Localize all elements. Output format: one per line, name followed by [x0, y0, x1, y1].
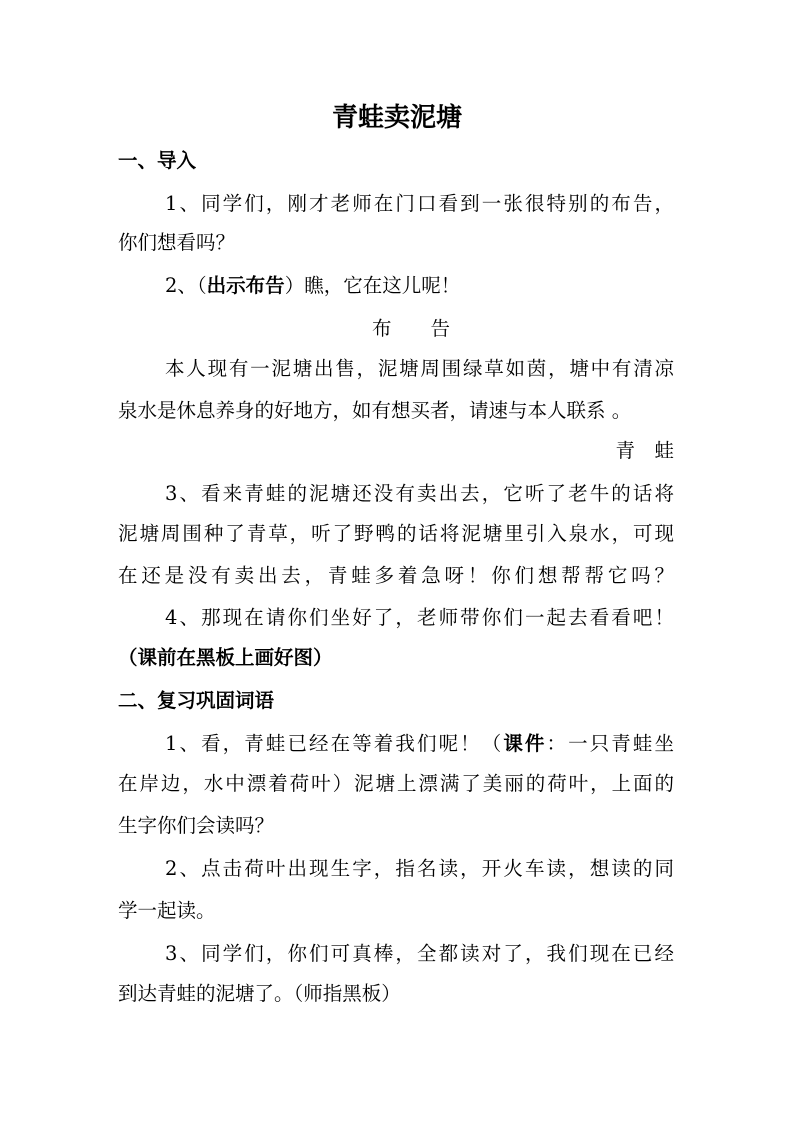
section-heading-review: 二、复习巩固词语 — [118, 689, 275, 712]
paragraph-2 — [165, 272, 674, 300]
paragraph-4-line-1: 4、那现在请你们坐好了，老师带你们一起去看看吧！ — [165, 606, 674, 629]
paragraph-6-line-2: 学一起读。 — [118, 899, 216, 922]
paragraph-5-line-2: 在岸边，水中漂着荷叶）泥塘上漂满了美丽的荷叶，上面的 — [118, 772, 674, 795]
paragraph-1-line-1: 1、同学们，刚才老师在门口看到一张很特别的布告， — [165, 192, 674, 215]
notice-title: 布 告 — [372, 317, 451, 340]
paragraph-5-bold: 课件 — [503, 732, 547, 755]
paragraph-2-post: ）瞧，它在这儿呢！ — [284, 274, 461, 297]
paragraph-5-pre: 1、看，青蛙已经在等着我们呢！（ — [165, 732, 504, 755]
document-title: 青蛙卖泥塘 — [331, 103, 462, 133]
paragraph-3-line-3: 在还是没有卖出去，青蛙多着急呀！你们想帮帮它吗？ — [118, 564, 674, 587]
paragraph-7-line-1: 3、同学们，你们可真棒，全都读对了，我们现在已经 — [165, 942, 674, 965]
paragraph-3-line-1: 3、看来青蛙的泥塘还没有卖出去，它听了老牛的话将 — [165, 482, 674, 505]
paragraph-3-line-2: 泥塘周围种了青草，听了野鸭的话将泥塘里引入泉水，可现 — [118, 522, 674, 545]
notice-line-1: 本人现有一泥塘出售，泥塘周围绿草如茵，塘中有清凉 — [165, 357, 674, 380]
notice-line-2: 泉水是休息养身的好地方，如有想买者，请速与本人联系 。 — [118, 399, 632, 422]
paragraph-5-line-3: 生字你们会读吗？ — [118, 814, 275, 837]
paragraph-2-pre: 2、（ — [165, 274, 207, 297]
section-heading-intro: 一、导入 — [118, 149, 197, 172]
paragraph-6-line-1: 2、点击荷叶出现生字，指名读，开火车读，想读的同 — [165, 857, 674, 880]
paragraph-5-post: ：一只青蛙坐 — [546, 732, 674, 755]
notice-signature: 青 蛙 — [615, 439, 674, 462]
paragraph-1-line-2: 你们想看吗？ — [118, 231, 236, 254]
paragraph-7-line-2: 到达青蛙的泥塘了。（师指黑板） — [118, 982, 401, 1005]
paragraph-2-bold: 出示布告 — [206, 274, 285, 297]
paragraph-5-line-1 — [165, 730, 674, 758]
paragraph-4-line-2: （课前在黑板上画好图） — [118, 646, 333, 669]
